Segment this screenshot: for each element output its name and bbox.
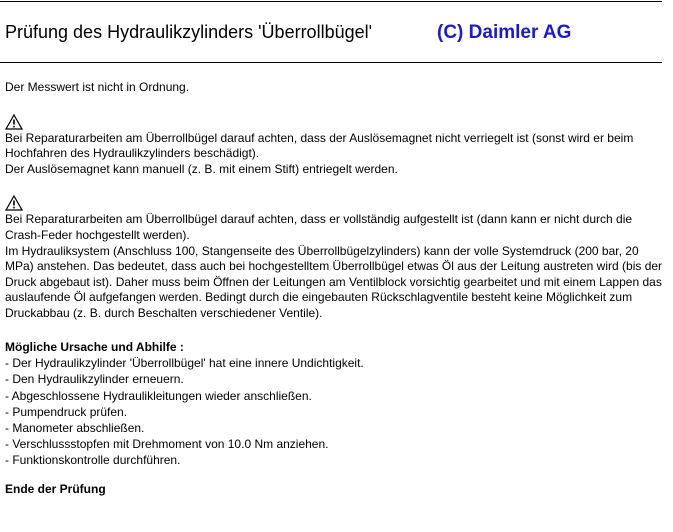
causes-list (5, 355, 663, 468)
copyright-watermark: (C) Daimler AG (437, 22, 572, 43)
list-item: - Pumpendruck prüfen. (5, 404, 128, 419)
list-item: - Funktionskontrolle durchführen. (5, 453, 181, 468)
list-item: - Den Hydraulikzylinder erneuern. (5, 372, 184, 387)
causes-heading: Mögliche Ursache und Abhilfe : (5, 339, 184, 354)
list-item: - Abgeschlossene Hydraulikleitungen wieder anschließen. (5, 388, 312, 403)
warning-2-line-2: Im Hydrauliksystem (Anschluss 100, Stangenseite des Überrollbügelzylinders) kann der volle Systemdruck (200 bar, 20 MPa) anstehen. Das bedeutet, dass auch bei hochgestelltem Überrollbügel etwas Öl aus der Leitung austreten wird (bis der Druck abgebaut ist). Daher muss beim Öffnen der Leitungen am Ventilblock vorsichtig gearbeitet und mit einem Lappen das auslaufende Öl aufgefangen werden. Bedingt durch die eingebauten Rückschlagventile besteht keine Möglichkeit zum Druckabbau (z. B. durch Beschalten verschiedener Ventile). (5, 243, 663, 320)
warning-2-line-1: Bei Reparaturarbeiten am Überrollbügel darauf achten, dass er vollständig aufgestellt ist (dann kann er nicht durch die Crash-Feder hochgestellt werden). (5, 212, 633, 242)
warning-triangle-icon (5, 114, 23, 130)
document-body (5, 80, 663, 497)
warning-triangle-icon (5, 195, 23, 211)
title-divider (0, 62, 662, 63)
warning-block-2 (5, 195, 663, 321)
list-item: - Verschlussstopfen mit Drehmoment von 10.0 Nm anziehen. (5, 437, 329, 452)
page-title: Prüfung des Hydraulikzylinders 'Überrollbügel' (5, 22, 373, 42)
warning-1-line-1: Bei Reparaturarbeiten am Überrollbügel darauf achten, dass der Auslösemagnet nicht verriegelt ist (sonst wird er beim Hochfahren des Hydraulikzylinders beschädigt). (5, 130, 634, 161)
result-text: Der Messwert ist nicht in Ordnung. (5, 80, 190, 94)
warning-1-line-2: Der Auslösemagnet kann manuell (z. B. mit einem Stift) entriegelt werden. (5, 161, 398, 176)
top-divider (0, 1, 662, 2)
end-of-test-heading: Ende der Prüfung (5, 481, 106, 496)
list-item: - Der Hydraulikzylinder 'Überrollbügel' hat eine innere Undichtigkeit. (5, 356, 364, 371)
warning-block-1 (5, 114, 663, 178)
list-item: - Manometer abschließen. (5, 420, 145, 435)
